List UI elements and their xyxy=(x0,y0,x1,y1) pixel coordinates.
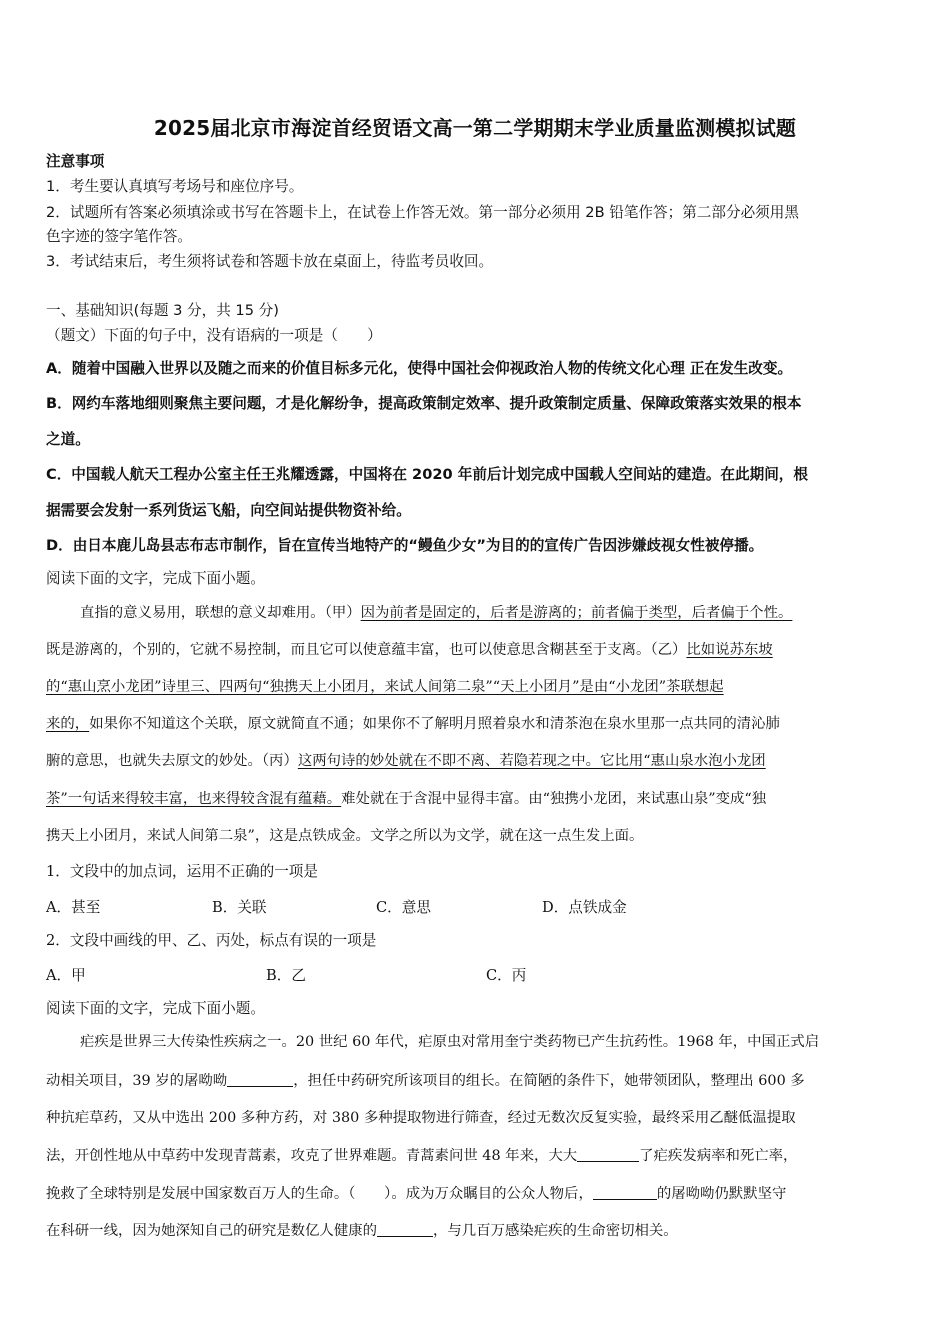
passage-line xyxy=(46,1146,797,1166)
page-title: 2025届北京市海淀首经贸语文高一第二学期期末学业质量监测模拟试题 xyxy=(153,116,797,140)
q1-option-c: C．意思 xyxy=(376,899,431,916)
fill-blank xyxy=(227,1072,293,1087)
underlined-segment-yi: 比如说苏东坡 xyxy=(686,642,773,658)
question-1: 1．文段中的加点词，运用不正确的一项是 xyxy=(46,863,318,880)
q2-option-a: A．甲 xyxy=(46,967,86,984)
passage-text: 携天上小团月，来试人间第二泉”，这是点铁成金。文学之所以为文学，就在这一点生发上面。 xyxy=(46,828,644,844)
underlined-segment-bing: 茶”一句话来得较丰富，也来得较含混有蕴藉。 xyxy=(46,791,342,807)
underlined-segment-jia: 因为前者是固定的，后者是游离的；前者偏于类型，后者偏于个性。 xyxy=(360,605,793,621)
q1-option-d: D．点铁成金 xyxy=(542,899,627,916)
passage-text: 动相关项目，39 岁的屠呦呦 xyxy=(46,1073,228,1089)
q2-option-b: B．乙 xyxy=(266,967,306,984)
fill-blank xyxy=(593,1185,657,1200)
passage-line xyxy=(46,826,643,846)
passage-line xyxy=(46,1184,786,1204)
passage-text: 腑的意思，也就失去原文的妙处。（丙） xyxy=(46,753,298,769)
passage-line xyxy=(46,677,724,697)
passage-text: ，与几百万感染疟疾的生命密切相关。 xyxy=(433,1223,678,1239)
fill-blank xyxy=(577,1147,639,1162)
reading-intro: 阅读下面的文字，完成下面小题。 xyxy=(46,570,265,587)
passage-text: ，担任中药研究所该项目的组长。在简陋的条件下，她带领团队，整理出 600 多 xyxy=(293,1073,805,1089)
question-stem: （题文）下面的句子中，没有语病的一项是（ ） xyxy=(46,327,382,344)
q1-option-b: B．关联 xyxy=(212,899,267,916)
notice-item: 色字迹的签字笔作答。 xyxy=(46,228,192,245)
option-b: B．网约车落地细则聚焦主要问题，才是化解纷争，提高政策制定效率、提升政策制定质量、保障政策落实效果的根本 xyxy=(46,395,802,412)
notice-item: 3．考试结束后，考生须将试卷和答题卡放在桌面上，待监考员收回。 xyxy=(46,253,494,270)
passage-text: 既是游离的，个别的，它就不易控制，而且它可以使意蕴丰富，也可以使意思含糊甚至于支离。（乙） xyxy=(46,642,687,658)
q2-option-c: C．丙 xyxy=(486,967,527,984)
notice-heading: 注意事项 xyxy=(46,153,105,170)
fill-blank xyxy=(377,1222,433,1237)
underlined-segment-yi: 的“惠山烹小龙团”诗里三、四两句“独携天上小团月，来试人间第二泉”“天上小团月”是由“小龙团”茶联想起 xyxy=(46,679,724,695)
passage-line xyxy=(46,1221,678,1241)
passage-text: 在科研一线，因为她深知自己的研究是数亿人健康的 xyxy=(46,1223,377,1239)
option-c: C．中国载人航天工程办公室主任王兆耀透露，中国将在 2020 年前后计划完成中国载人空间站的建造。在此期间，根 xyxy=(46,466,808,483)
passage-line xyxy=(46,640,773,660)
question-2: 2．文段中画线的甲、乙、丙处，标点有误的一项是 xyxy=(46,932,377,949)
passage-line xyxy=(46,751,766,771)
passage-line xyxy=(80,603,792,623)
passage-line: 疟疾是世界三大传染性疾病之一。20 世纪 60 年代，疟原虫对常用奎宁类药物已产生抗药性。1968 年，中国正式启 xyxy=(80,1034,820,1050)
passage-text: 挽救了全球特别是发展中国家数百万人的生命。（ ）。成为万众瞩目的公众人物后， xyxy=(46,1186,593,1202)
passage-text: 直指的意义易用，联想的意义却难用。（甲） xyxy=(80,605,361,621)
option-d: D．由日本鹿儿岛县志布志市制作，旨在宣传当地特产的“鳗鱼少女”为目的的宣传广告因涉嫌歧视女性被停播。 xyxy=(46,537,764,554)
passage-text: 难处就在于含混中显得丰富。由“独携小龙团，来试惠山泉”变成“独 xyxy=(341,791,767,807)
passage-text: 了疟疾发病率和死亡率， xyxy=(639,1148,798,1164)
passage-text: 如果你不知道这个关联，原文就简直不通；如果你不了解明月照着泉水和清茶泡在泉水里那一点共同的清沁肺 xyxy=(89,716,780,732)
underlined-segment-yi: 来的， xyxy=(46,716,90,732)
notice-item: 2．试题所有答案必须填涂或书写在答题卡上，在试卷上作答无效。第一部分必须用 2B 铅笔作答；第二部分必须用黑 xyxy=(46,204,799,221)
passage-text: 的屠呦呦仍默默坚守 xyxy=(656,1186,787,1202)
option-c-continued: 据需要会发射一系列货运飞船，向空间站提供物资补给。 xyxy=(46,502,411,519)
passage-line: 种抗疟草药，又从中选出 200 多种方药，对 380 多种提取物进行筛查，经过无数次反复实验，最终采用乙醚低温提取 xyxy=(46,1110,796,1126)
reading-intro: 阅读下面的文字，完成下面小题。 xyxy=(46,1000,265,1017)
underlined-segment-bing: 这两句诗的妙处就在不即不离、若隐若现之中。它比用“惠山泉水泡小龙团 xyxy=(297,753,766,769)
passage-line xyxy=(46,1071,805,1091)
passage-line xyxy=(46,714,780,734)
notice-item: 1．考生要认真填写考场号和座位序号。 xyxy=(46,178,304,195)
option-b-continued: 之道。 xyxy=(46,431,90,448)
section-heading: 一、基础知识(每题 3 分，共 15 分) xyxy=(46,302,279,319)
passage-line xyxy=(46,789,766,809)
passage-text: 法，开创性地从中草药中发现青蒿素，攻克了世界难题。青蒿素问世 48 年来，大大 xyxy=(46,1148,578,1164)
option-a: A．随着中国融入世界以及随之而来的价值目标多元化，使得中国社会仰视政治人物的传统文化心理 正在发生改变。 xyxy=(46,360,793,377)
q1-option-a: A．甚至 xyxy=(46,899,101,916)
